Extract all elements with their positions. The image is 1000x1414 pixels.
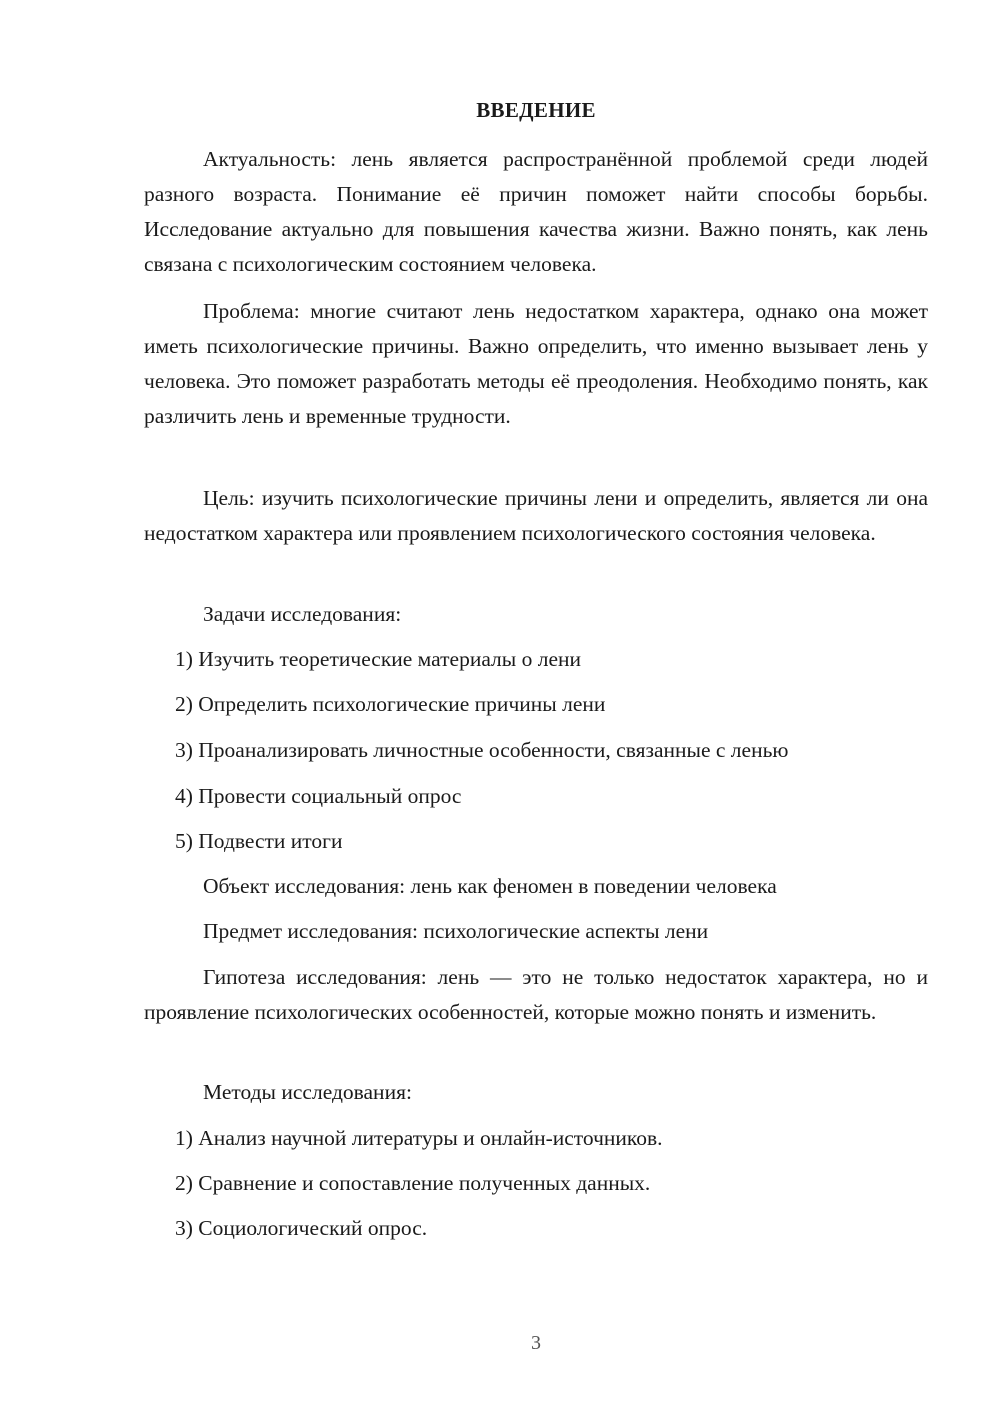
hypothesis-paragraph: Гипотеза исследования: лень — это не только недостаток характера, но и проявление психологических особенностей, которые можно понять и изменить. (144, 965, 928, 1024)
task-item: 3) Проанализировать личностные особенности, связанные с ленью (175, 738, 789, 762)
object-line: Объект исследования: лень как феномен в поведении человека (203, 874, 777, 898)
tasks-heading: Задачи исследования: (203, 602, 402, 626)
task-item: 2) Определить психологические причины лени (175, 692, 606, 716)
relevance-paragraph: Актуальность: лень является распространённой проблемой среди людей разного возраста. Понимание её причин поможет найти способы борьбы. Исследование актуально для повышения качества жизни. Важно понять, как лень связана с психологическим состоянием человека. (144, 147, 928, 276)
page-number: 3 (531, 1332, 541, 1354)
method-item: 3) Социологический опрос. (175, 1216, 428, 1240)
method-item: 1) Анализ научной литературы и онлайн-источников. (175, 1126, 663, 1150)
method-item: 2) Сравнение и сопоставление полученных данных. (175, 1171, 651, 1195)
task-item: 4) Провести социальный опрос (175, 784, 462, 808)
task-item: 5) Подвести итоги (175, 829, 343, 853)
page-title: ВВЕДЕНИЕ (476, 98, 596, 122)
methods-heading: Методы исследования: (203, 1080, 412, 1104)
problem-paragraph: Проблема: многие считают лень недостатком характера, однако она может иметь психологические причины. Важно определить, что именно вызывает лень у человека. Это поможет разработать методы её преодоления. Необходимо понять, как различить лень и временные трудности. (144, 299, 928, 428)
goal-paragraph: Цель: изучить психологические причины лени и определить, является ли она недостатком характера или проявлением психологического состояния человека. (144, 486, 928, 545)
document-page (144, 0, 928, 1414)
task-item: 1) Изучить теоретические материалы о лени (175, 647, 582, 671)
subject-line: Предмет исследования: психологические аспекты лени (203, 919, 709, 943)
